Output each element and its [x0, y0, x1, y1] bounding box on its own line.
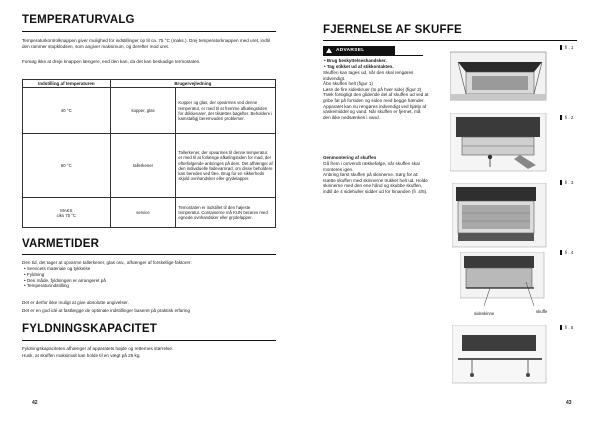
page-number: 43: [566, 400, 572, 406]
temp-cell: 40 °C: [23, 88, 111, 134]
divider: [323, 55, 423, 56]
temperature-paragraph: Temperaturkontrolknappen giver mulighed for indstillinger op til ca. 75 °C (maks.). Drej temperaturknappen med uret, indtil den rammer stopklodsen, som angiver maksimum, og derefter mod uret.: [22, 38, 270, 49]
figure-1-drawer-open: [450, 50, 550, 102]
warning-label: ADVARSEL: [336, 48, 365, 53]
list-item: • Temperaturindstilling: [24, 283, 274, 289]
temperature-table: [22, 79, 276, 228]
warning-icon: [326, 48, 332, 53]
warning-list: [324, 58, 434, 69]
list-item: • Fyldning: [24, 272, 274, 278]
list-item: • Brug beskyttelseshandsker.: [324, 58, 387, 63]
figure-label: fi . 3: [565, 180, 574, 185]
divider: [22, 31, 276, 32]
capacity-title: FYLDNINGSKAPACITET: [22, 323, 157, 335]
figure-label: fi . 5: [565, 325, 574, 330]
list-item: • Den måde, fyldningen er arrangeret på: [24, 278, 274, 284]
capacity-text: Fyldningskapaciteten afhænger af apparatets højde og retternes størrelse.: [22, 346, 174, 351]
table-row: [23, 134, 276, 198]
step-text: Apparatet kan nu rengøres indvendigt ved hjælp af vaskemiddel og vand. Når skuffen er fjernet, må den ikke nedsænkes i vand.: [323, 103, 427, 120]
figure-marker: [560, 180, 562, 185]
removal-steps: [323, 70, 429, 120]
heating-note: Det er en god idé at fastlægge de optimale indstillinger baseret på praktisk erfaring: [22, 308, 191, 313]
use-cell: Kopper og glas, der opvarmes ved denne temperatur, er med til at fremme afkølingstiden for drikkevarer, der tilsættes bagefter. Beholdere i kamstøbgj beremvuden problemer.: [176, 88, 276, 134]
reinstall-steps: [323, 161, 429, 195]
temp-cell: MAKS ciks 75 °C: [23, 198, 111, 228]
page-number: 42: [32, 400, 38, 406]
figure-label: fi . 2: [565, 115, 574, 120]
temperature-title: TEMPERATURVALG: [22, 14, 135, 26]
temperature-warning-text: Forsøg ikke at dreje knappen længere, end den kan, da det kan beskadige termostaten.: [22, 59, 201, 64]
list-item: • Servicets materiale og tykkelse: [24, 266, 274, 272]
capacity-text: Husk, at skuffen maksimalt kan holde til en vægt på 25 kg.: [22, 353, 141, 358]
warning-banner: [323, 46, 395, 55]
use-cell: Temostaten er indstillet til den højeste temperatur. Containerne må KUN berøres med egnede ovnhandsker eller grydelapper.: [176, 198, 276, 228]
figure-label: fi . 1: [565, 45, 574, 50]
figure-marker: [560, 325, 562, 330]
figure-2-side-screws: [450, 113, 550, 173]
figure-marker: [560, 250, 562, 255]
divider: [22, 340, 276, 341]
heating-times-intro: Den tid, det tager at opvarme tallerkener, glas osv., afhænger af forskellige faktorer:: [22, 260, 192, 265]
figure-4-rails: [460, 252, 546, 308]
heating-note: Det er derfor ikke muligt at give absolutte angivelser.: [22, 300, 129, 305]
dish-cell: service: [110, 198, 176, 228]
use-cell: Tallerkener, der opvarmes til denne temperatur, er med til at forlænge afkølingstiden for mad, der efterfølgende anbringes på dem. Det afhænger af den individuelle fødevarnrød, om disse beholdere kan beredes ved fæe. Brug for en sikkerheds skjold ovnhandsker eller grydelapper.: [176, 134, 276, 198]
table-row: [23, 198, 276, 228]
divider: [323, 40, 577, 41]
figure-3-drawer-pulled: [452, 183, 548, 249]
drawer-removal-title: FJERNELSE AF SKUFFE: [323, 24, 462, 36]
divider: [22, 254, 276, 255]
rail-callout: sideskinne: [474, 311, 495, 316]
list-item: • Tag stikket ud af stikkontakten.: [324, 63, 394, 69]
step-text: Åbn skuffen helt (figur 1): [323, 81, 373, 87]
temp-cell: 60 °C: [23, 134, 111, 198]
heating-factors-list: [24, 266, 274, 289]
table-header-use: Brugervejledning: [110, 80, 275, 88]
figure-marker: [560, 45, 562, 50]
heating-times-title: VARMETIDER: [22, 238, 100, 250]
figure-label: fi . 4: [565, 250, 574, 255]
reinstall-title: Genmontering af skuffen: [323, 155, 377, 160]
table-row: [23, 88, 276, 134]
drawer-callout: skuffe: [536, 309, 548, 314]
step-text: Træk forsigtigt den glidende del af skuffen ud ved at gribe fat på forsiden og siden med begge hænder.: [323, 92, 429, 103]
figure-5-reinstall: [452, 325, 548, 385]
step-text: Anbring først skuffen på skinnerne. Sørg for at: Isætte skuffen med skinnerne trukket helt ud. Holde skinnerne med den ene hånd og skubbe skuffen, indtil de 4 sidehuller sidder ud for hinanden (fi .4/5).: [323, 172, 428, 194]
dish-cell: kopper, glas: [110, 88, 176, 134]
step-text: Skuffen kan tages ud, når den skal rengøres indvendigt.: [323, 70, 414, 81]
table-header-setting: Indstilling af temperaturen: [23, 80, 111, 88]
step-text: Løsn de fire sideskruer (to på hver side) (figur 2): [323, 86, 422, 92]
figure-marker: [560, 115, 562, 120]
dish-cell: tallerkener: [110, 134, 176, 198]
step-text: Gå frem i omvendt rækkefølge, når skuffen skal monteres igen.: [323, 161, 420, 172]
